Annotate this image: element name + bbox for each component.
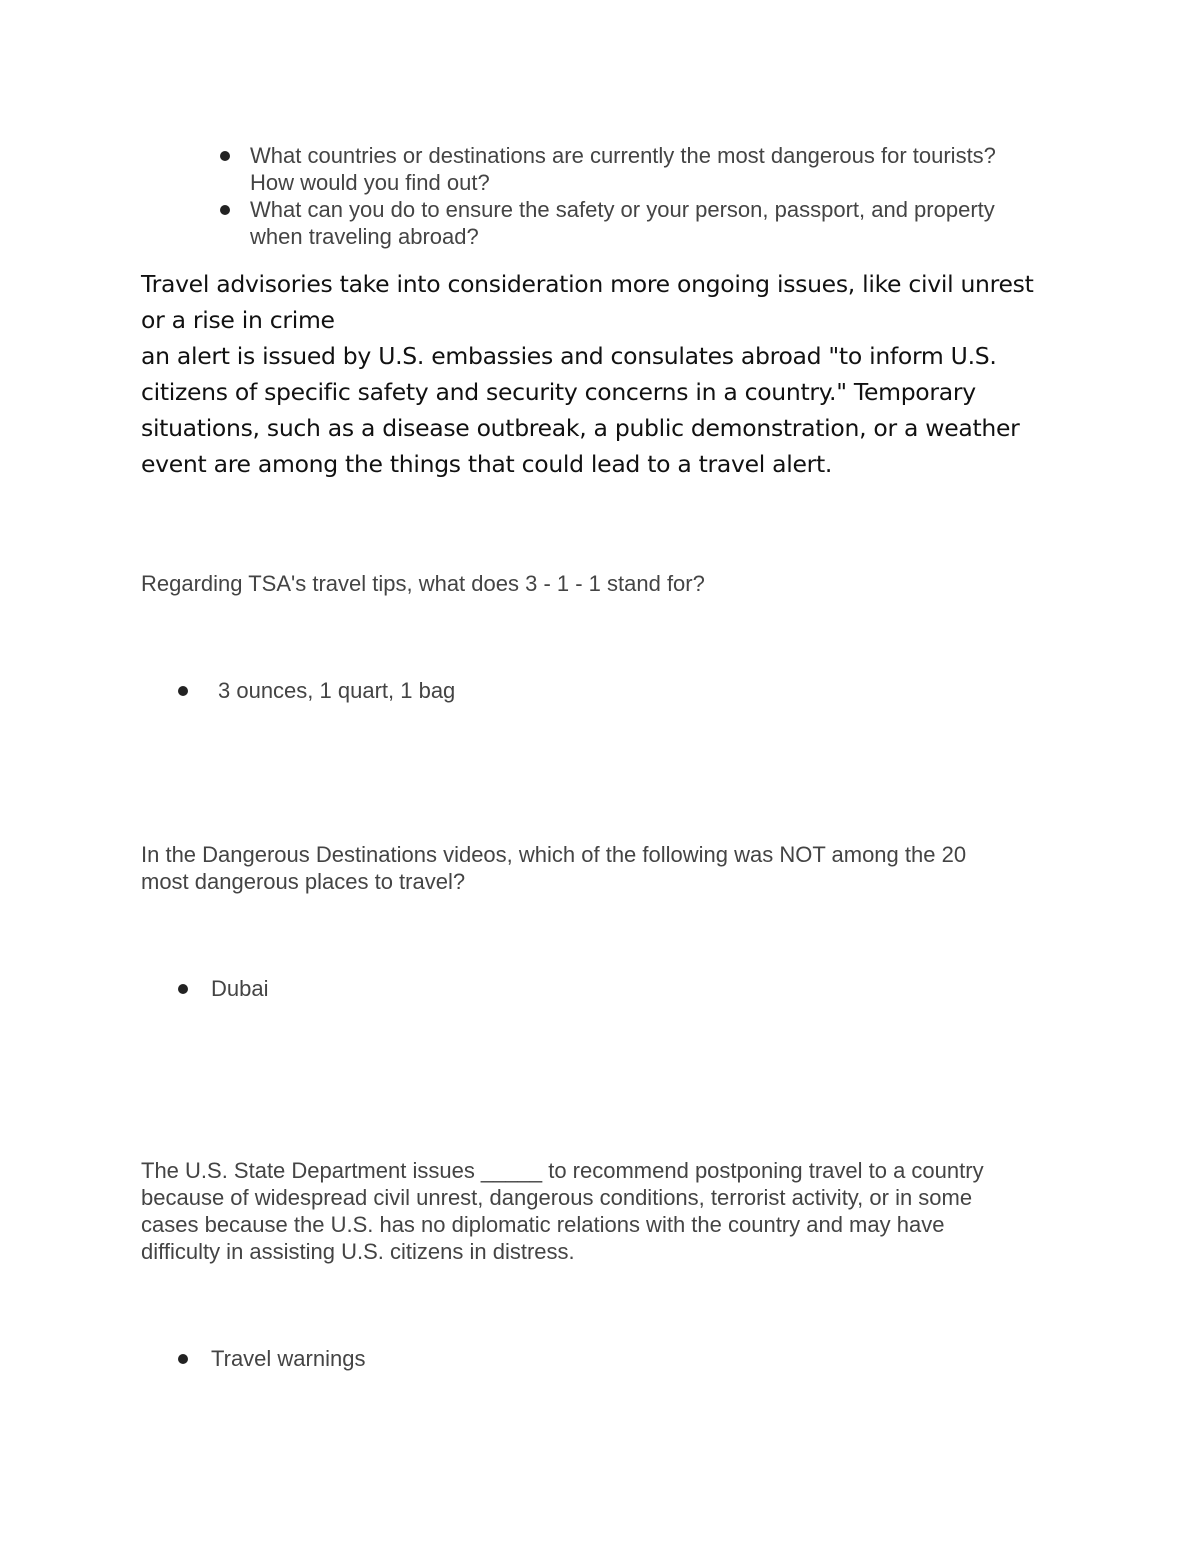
- question-line: The U.S. State Department issues _____ to recommend postponing travel to a country: [141, 1158, 984, 1183]
- list-item-line: when traveling abroad?: [250, 224, 479, 249]
- bullet-icon: [178, 1354, 188, 1364]
- list-item: [178, 975, 268, 1002]
- list-item-line: How would you find out?: [250, 170, 490, 195]
- list-item-line: What can you do to ensure the safety or your person, passport, and property: [250, 197, 995, 222]
- paragraph-line: or a rise in crime: [141, 306, 335, 334]
- answer-text: Dubai: [211, 976, 269, 1001]
- paragraph-line: event are among the things that could lead to a travel alert.: [141, 450, 833, 478]
- paragraph-line: citizens of specific safety and security concerns in a country." Temporary: [141, 378, 976, 406]
- answer-dangerous-destinations: [178, 975, 268, 1002]
- top-question-list: [218, 142, 1098, 250]
- question-state-department: [141, 1157, 1061, 1265]
- paragraph-line: situations, such as a disease outbreak, a public demonstration, or a weather: [141, 414, 1020, 442]
- list-item: [178, 677, 455, 704]
- list-item: [218, 142, 1098, 196]
- question-line: most dangerous places to travel?: [141, 869, 466, 894]
- question-line: Regarding TSA's travel tips, what does 3 - 1 - 1 stand for?: [141, 571, 705, 596]
- question-tsa: [141, 570, 1061, 597]
- answer-paragraph: [141, 266, 1081, 482]
- question-line: In the Dangerous Destinations videos, which of the following was NOT among the 20: [141, 842, 967, 867]
- question-line: cases because the U.S. has no diplomatic relations with the country and may have: [141, 1212, 945, 1237]
- bullet-icon: [220, 205, 230, 215]
- answer-tsa: [178, 677, 455, 704]
- bullet-icon: [220, 151, 230, 161]
- answer-state-department: [178, 1345, 365, 1372]
- question-line: difficulty in assisting U.S. citizens in distress.: [141, 1239, 575, 1264]
- list-item-line: What countries or destinations are currently the most dangerous for tourists?: [250, 143, 996, 168]
- paragraph-line: an alert is issued by U.S. embassies and consulates abroad "to inform U.S.: [141, 342, 997, 370]
- bullet-icon: [178, 984, 188, 994]
- question-dangerous-destinations: [141, 841, 1061, 895]
- paragraph-line: Travel advisories take into consideration more ongoing issues, like civil unrest: [141, 270, 1034, 298]
- answer-text: Travel warnings: [211, 1346, 366, 1371]
- list-item: [218, 196, 1098, 250]
- answer-text: 3 ounces, 1 quart, 1 bag: [218, 678, 456, 703]
- bullet-icon: [178, 686, 188, 696]
- list-item: [178, 1345, 365, 1372]
- question-line: because of widespread civil unrest, dangerous conditions, terrorist activity, or in some: [141, 1185, 973, 1210]
